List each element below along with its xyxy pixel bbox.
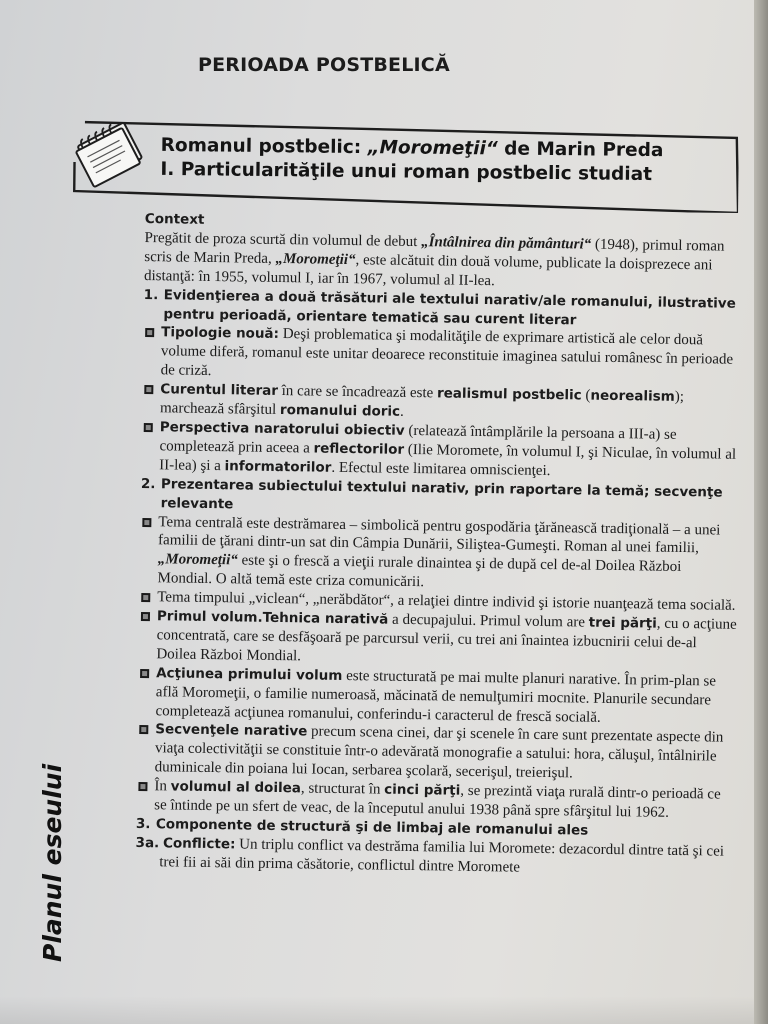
heading-3-num: 3. [135,815,151,833]
bullet-square-icon [144,423,153,432]
bullet-3-t3: . Efectul este limitarea omniscienţei. [331,459,551,479]
bullet-2-bold2: realismul postbelic [436,385,582,404]
book-edge [754,0,768,1024]
bullet-square-icon [138,782,147,791]
bullet-2-bold4: romanului doric [279,402,401,420]
title-pre: Romanul postbelic: [160,134,368,159]
context-debut-volume: „Întâlnirea din pământuri“ [421,234,592,253]
bullet-square-icon [139,725,148,734]
bullet-3-bold: Perspectiva naratorului obiectiv [159,419,405,439]
title-box [72,117,739,213]
bullet-square-icon [140,669,149,678]
bullet-item [137,664,736,730]
subsection-3a-bold: Conflicte: [162,835,236,853]
bullet-2-bold: Curentul literar [160,381,279,400]
bullet-3-bold3: informatorilor [224,457,332,476]
heading-1-text: Evidenţierea a două trăsături ale textului narativ/ale romanului, ilustrative pentru perioadă, orientare tematică sau curent literar [163,286,736,328]
heading-2-num: 2. [140,475,156,492]
bullet-9-bold2: cinci părţi [384,781,461,799]
subsection-3a [135,834,733,881]
bullet-4-t1: Tema centrală este destrămarea – simbolică pentru gospodăria ţărănească tradiţională – a unei familii de ţărani dintr-un sat din Câmpia Dunării, Siliştea-Gumeşti. Roman al unei familii, [157,513,721,557]
vertical-sidebar-label: Planul eseului [38,763,67,962]
bullet-square-icon [145,328,154,337]
bullet-6-bold: Primul volum.Tehnica narativă [156,608,389,628]
essay-plan-body [135,210,743,881]
subsection-3a-text: Un triplu conflict va destrăma familia lui Moromete: dezacordul dintre tată şi cei trei fii ai săi din prima căsătorie, conflictul dintre Moromete [159,836,725,876]
bullet-square-icon [144,385,153,394]
bullet-6-t2: , cu o acţiune concentrată, care se desfăşoară pe parcursul verii, cu trei ani înaintea izbucnirii celui de-al Doilea Război Mondial. [156,615,737,665]
subsection-3a-num: 3a. [135,834,160,852]
bullet-item [141,418,740,484]
bullet-item [137,720,736,786]
title-author: de Marin Preda [497,138,664,162]
page-bottom-shadow [0,996,758,1024]
context-paragraph [144,229,743,295]
bullet-8-bold: Secvenţele narative [155,721,308,740]
context-novel-title: „Moromeţii“ [275,250,356,268]
bullet-7-bold: Acţiunea primului volum [156,664,343,684]
context-label: Context [144,210,205,228]
section-title: PERIOADA POSTBELICĂ [198,54,450,76]
bullet-2-t3: ); marchează sfârşitul [159,389,685,419]
heading-2-text: Prezentarea subiectului textului narativ, prin raportare la temă; secvenţe relevante [160,475,723,512]
bullet-2-bold3: neorealism [590,387,675,406]
bullet-9-t1: , structurat în [300,780,385,798]
bullet-3-bold2: reflectorilor [313,440,405,458]
bullet-9-bold: volumul al doilea [170,778,302,797]
bullet-2-t2: ( [581,387,591,404]
bullet-2-t1: în care se încadrează este [277,383,438,402]
bullet-8-t1: precum scena cinei, dar şi scenele în care sunt prezentate aspecte din viaţa colectivităţii se constituie într-o adevărată monografie a satului: hora, căluşul, întâlnirile duminicale din poiana lui Iocan, serbarea şcolară, secerişul, treierişul. [154,723,724,782]
bullet-4-t2: este şi o frescă a vieţii rurale dinaintea şi de după cel de-al Doilea Război Mondial. O altă temă este criza comunicării. [157,552,682,591]
title-line-2: I. Particularităţile unui roman postbelic studiat [160,158,653,186]
bullet-square-icon [141,593,150,602]
bullet-item [138,607,737,673]
notebook-icon [72,117,159,190]
bullet-item [139,512,738,596]
bullet-3-t1: (relatează întâmplările la persoana a III-a) se completează prin aceea a [159,422,677,457]
bullet-6-bold2: trei părţi [588,614,657,632]
context-t5: , este alcătuit din două volume, publicate la doisprezece ani distanţă: în 1955, volumul I, iar în 1967, volumul al II-lea. [143,251,713,289]
bullet-2-t4: . [399,403,404,420]
bullet-1-text: Deşi problematica şi modalităţile de exprimare artistică ale celor două volume diferă, romanul este unitar deoarece reconstituie imaginea satului românesc în perioade de criză. [160,326,734,380]
heading-3-text: Componente de structură şi de limbaj ale romanului ales [155,816,589,839]
bullet-3-t2: (Ilie Moromete, în volumul I, şi Niculae, în volumul al II-lea) şi a [159,441,737,474]
bullet-7-t1: este structurată pe mai multe planuri narative. În prim-plan se află Moromeţii, o familie numeroasă, măcinată de nemulţumiri mocnite. Planurile secundare completează acţiunea romanului, conferindu-i caracterul de frescă socială. [155,667,717,726]
bullet-item [142,323,741,389]
bullet-6-t1: a decupajului. Primul volum are [388,611,589,631]
context-t1: Pregătit de proza scurtă din volumul de debut [144,229,422,251]
bullet-square-icon [142,517,151,526]
heading-1-num: 1. [143,286,159,303]
title-novel: „Moromeţii“ [367,137,498,160]
bullet-4-novel-title: „Moromeţii“ [157,551,238,569]
bullet-9-t0: În [154,778,171,795]
bullet-1-bold: Tipologie nouă: [161,324,280,343]
bullet-9-t2: , se prezintă viaţa rurală dintr-o perioadă ce se întinde pe un sfert de veac, de la începutul anului 1938 până spre sfârşitul lui 1962. [154,782,721,821]
bullet-5-text: Tema timpului „viclean“, „nerăbdător“, a relaţiei dintre individ şi istorie nuanţează tema socială. [157,589,736,614]
context-t3: (1948), primul roman scris de Marin Preda, [144,236,725,267]
bullet-square-icon [141,612,150,621]
